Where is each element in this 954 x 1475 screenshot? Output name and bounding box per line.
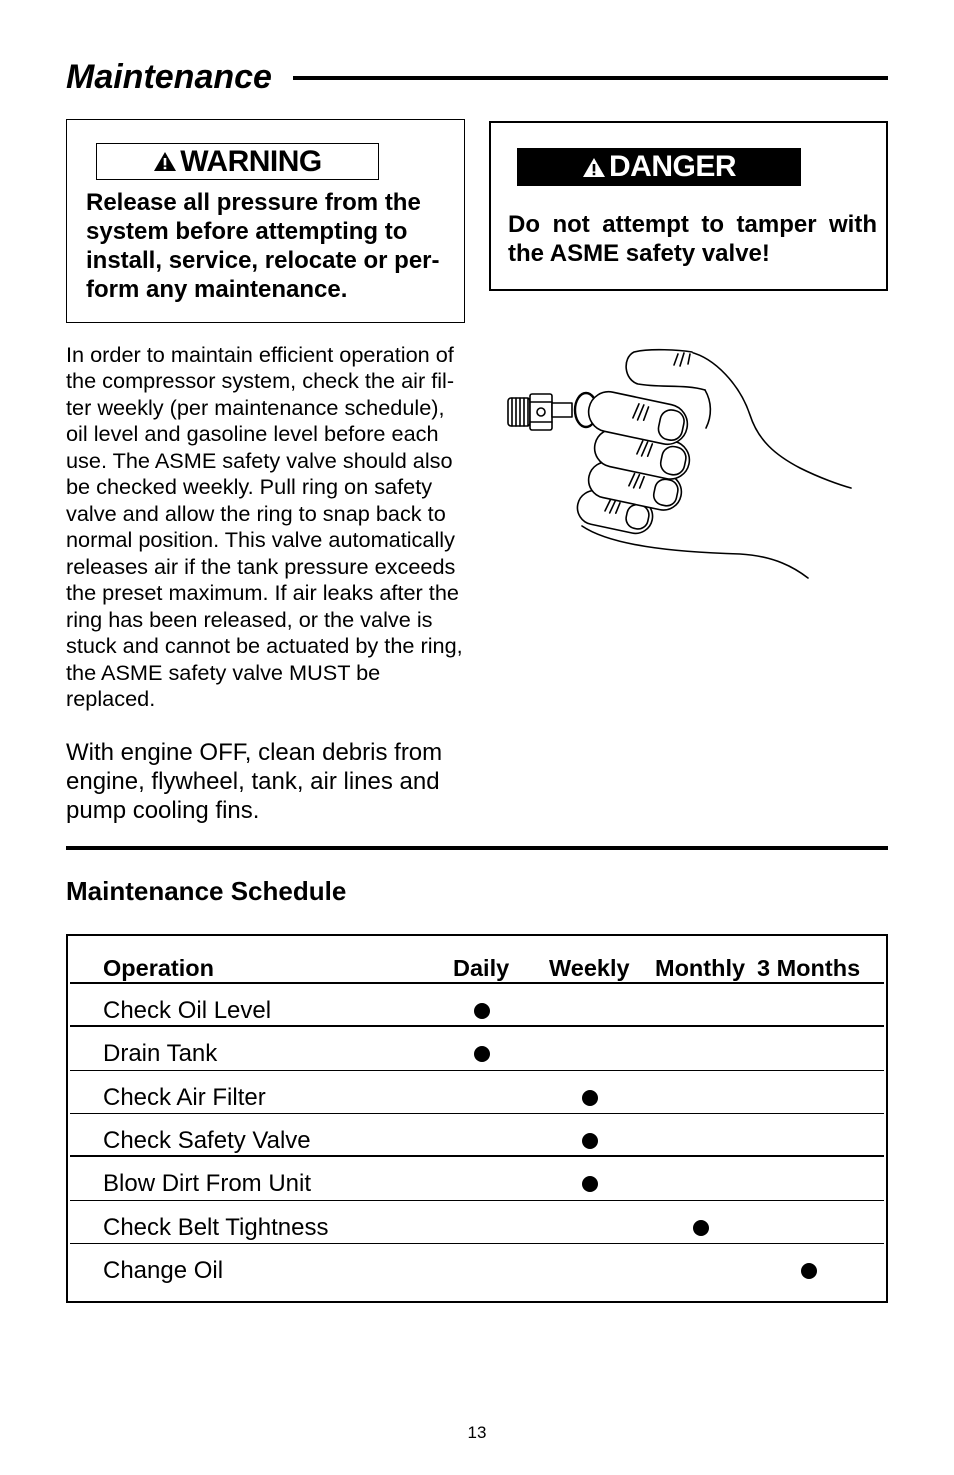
operation-label: Check Air Filter: [103, 1083, 266, 1111]
intro-paragraph: [66, 342, 463, 713]
text-line: the preset maximum. If air leaks after the: [66, 580, 459, 606]
table-row: [70, 1201, 884, 1244]
text-line: pump cooling fins.: [66, 796, 260, 824]
filled-circle-icon: [582, 1133, 598, 1149]
table-row: [70, 1157, 884, 1200]
operation-label: Check Belt Tightness: [103, 1213, 329, 1241]
operation-label: Check Safety Valve: [103, 1126, 311, 1154]
text-line: ter weekly (per maintenance schedule),: [66, 394, 445, 420]
filled-circle-icon: [693, 1220, 709, 1236]
warning-message: [86, 188, 440, 304]
table-row: [70, 1071, 884, 1114]
title-rule: [293, 76, 888, 80]
table-row: [70, 984, 884, 1027]
text-line: ring has been released, or the valve is: [66, 606, 433, 632]
text-line: the ASME safety valve!: [508, 239, 770, 267]
page-number: 13: [467, 1423, 487, 1442]
table-row: [70, 1114, 884, 1157]
warning-label-text: WARNING: [180, 144, 322, 178]
schedule-heading: Maintenance Schedule: [66, 876, 347, 906]
text-line: engine, flywheel, tank, air lines and: [66, 767, 440, 795]
filled-circle-icon: [801, 1263, 817, 1279]
column-header-monthly: Monthly: [655, 955, 746, 981]
operation-label: Drain Tank: [103, 1040, 218, 1068]
cleaning-paragraph: [66, 738, 442, 825]
text-line: Do not attempt to tamper with: [508, 210, 877, 238]
filled-circle-icon: [474, 1046, 490, 1062]
column-header-operation: Operation: [103, 955, 214, 981]
danger-label: [517, 148, 801, 186]
hand-pulling-safety-valve-ring-illustration: [500, 340, 860, 585]
table-row: [70, 1027, 884, 1070]
text-line: With engine OFF, clean debris from: [66, 738, 443, 766]
filled-circle-icon: [474, 1003, 490, 1019]
schedule-table-body: [70, 984, 884, 1287]
text-line: the compressor system, check the air fil-: [66, 368, 455, 394]
page-title: Maintenance: [66, 58, 272, 96]
text-line: system before attempting to: [86, 217, 408, 245]
danger-label-text: DANGER: [608, 150, 736, 183]
filled-circle-icon: [582, 1090, 598, 1106]
column-header-3-months: 3 Months: [757, 955, 861, 981]
danger-message: [508, 210, 877, 268]
text-line: valve and allow the ring to snap back to: [66, 500, 446, 526]
column-header-weekly: Weekly: [549, 955, 630, 981]
text-line: form any maintenance.: [86, 275, 348, 303]
text-line: replaced.: [66, 686, 156, 712]
warning-triangle-icon: [153, 151, 177, 172]
column-header-daily: Daily: [453, 955, 510, 981]
text-line: In order to maintain efficient operation of: [66, 341, 454, 367]
operation-label: Blow Dirt From Unit: [103, 1170, 312, 1198]
text-line: install, service, relocate or per-: [86, 246, 440, 274]
section-divider: [66, 846, 888, 850]
operation-label: Check Oil Level: [103, 997, 272, 1024]
text-line: releases air if the tank pressure exceeds: [66, 553, 456, 579]
text-line: oil level and gasoline level before each: [66, 421, 439, 447]
filled-circle-icon: [582, 1176, 598, 1192]
warning-triangle-icon: [582, 157, 606, 178]
text-line: be checked weekly. Pull ring on safety: [66, 474, 433, 500]
text-line: use. The ASME safety valve should also: [66, 447, 453, 473]
text-line: the ASME safety valve MUST be: [66, 659, 381, 685]
operation-label: Change Oil: [103, 1256, 224, 1284]
table-row: [70, 1244, 884, 1287]
warning-label: [96, 143, 379, 180]
text-line: stuck and cannot be actuated by the ring,: [66, 633, 463, 659]
text-line: Release all pressure from the: [86, 188, 421, 216]
text-line: normal position. This valve automatically: [66, 527, 455, 553]
schedule-table-header: [70, 954, 884, 984]
